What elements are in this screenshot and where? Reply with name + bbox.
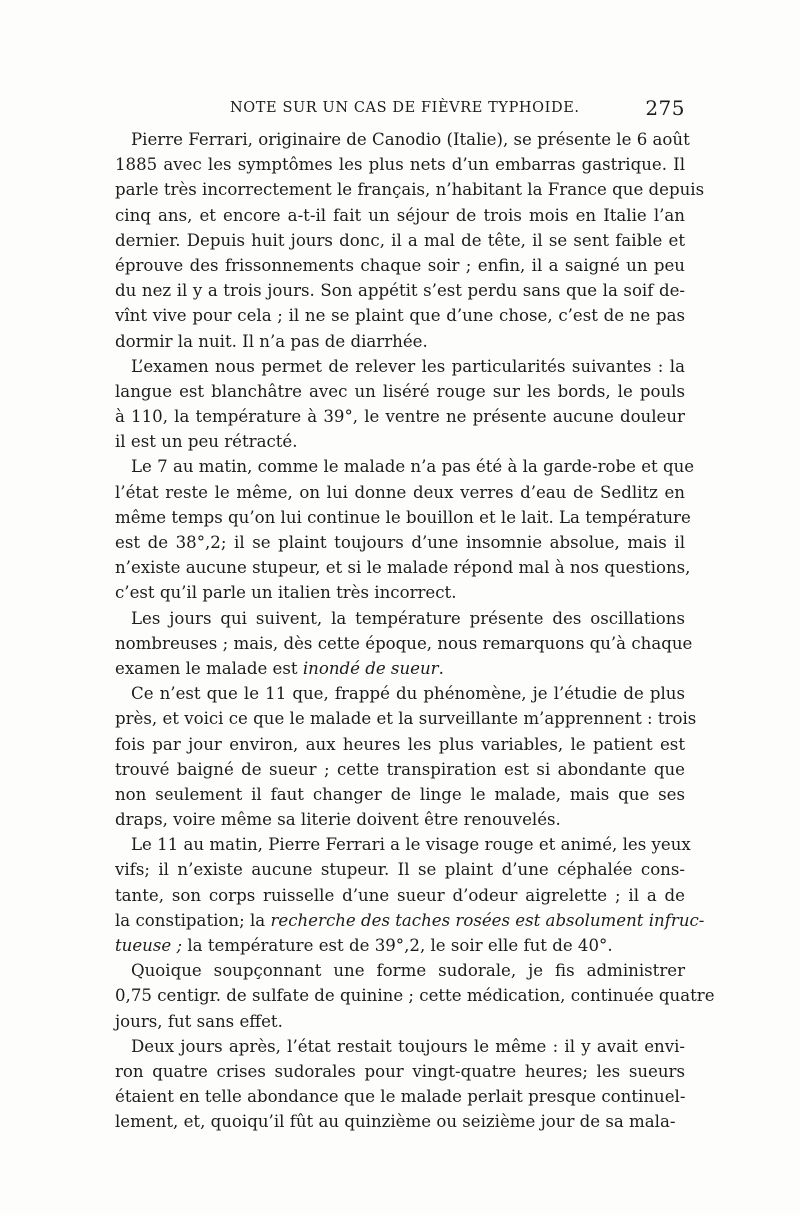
text-line bbox=[115, 152, 685, 177]
italic-text: inondé de sueur bbox=[302, 658, 439, 678]
text-line bbox=[115, 857, 685, 882]
text-segment: il est un peu rétracté. bbox=[115, 432, 298, 452]
text-line bbox=[115, 958, 685, 983]
text-segment: nombreuses ; mais, dès cette époque, nous remarquons qu’à chaque bbox=[115, 633, 693, 653]
paragraph bbox=[115, 1034, 685, 1135]
text-segment: du nez il y a trois jours. Son appétit s’est perdu sans que la soif de- bbox=[115, 281, 685, 301]
text-line bbox=[115, 606, 685, 631]
text-segment: la constipation; la bbox=[115, 910, 271, 930]
text-segment: examen le malade est bbox=[115, 658, 303, 678]
text-line bbox=[115, 555, 691, 580]
text-segment: près, et voici ce que le malade et la surveillante m’apprennent : trois bbox=[115, 709, 697, 729]
text-line bbox=[115, 454, 695, 479]
text-segment: 1885 avec les symptômes les plus nets d’un embarras gastrique. Il bbox=[115, 155, 685, 175]
page-number: 275 bbox=[645, 96, 685, 120]
text-line bbox=[115, 530, 685, 555]
text-line bbox=[115, 807, 685, 832]
text-line bbox=[115, 480, 685, 505]
text-segment: à 110, la température à 39°, le ventre ne présente aucune douleur bbox=[115, 407, 685, 427]
text-line bbox=[115, 253, 685, 278]
text-segment: vifs; il n’existe aucune stupeur. Il se plaint d’une céphalée cons- bbox=[115, 860, 685, 880]
text-line bbox=[115, 933, 685, 958]
text-line bbox=[115, 782, 685, 807]
paragraph bbox=[115, 958, 715, 1034]
text-line bbox=[115, 429, 685, 454]
text-segment: Pierre Ferrari, originaire de Canodio (Italie), se présente le 6 août bbox=[131, 130, 690, 149]
body-text bbox=[115, 127, 715, 1135]
italic-text: tueuse ; bbox=[115, 936, 183, 955]
text-segment: étaient en telle abondance que le malade perlait presque continuel- bbox=[115, 1087, 686, 1107]
text-line bbox=[115, 732, 685, 757]
text-line bbox=[115, 1059, 685, 1084]
text-line bbox=[115, 404, 685, 429]
text-line bbox=[115, 177, 705, 202]
text-segment: vînt vive pour cela ; il ne se plaint que d’une chose, c’est de ne pas bbox=[115, 306, 685, 326]
text-segment: L’examen nous permet de relever les particularités suivantes : la bbox=[131, 356, 685, 376]
text-line bbox=[115, 983, 715, 1008]
text-segment: trouvé baigné de sueur ; cette transpiration est si abondante que bbox=[115, 759, 685, 779]
text-line bbox=[115, 908, 705, 933]
text-segment: Le 11 au matin, Pierre Ferrari a le visage rouge et animé, les yeux bbox=[131, 835, 691, 855]
paragraph bbox=[115, 127, 705, 354]
text-segment: éprouve des frissonnements chaque soir ; enfin, il a saigné un peu bbox=[115, 255, 685, 275]
text-segment: c’est qu’il parle un italien très incorrect. bbox=[115, 583, 457, 603]
running-head bbox=[115, 96, 685, 122]
text-segment: est de 38°,2; il se plaint toujours d’une insomnie absolue, mais il bbox=[115, 533, 685, 552]
text-line bbox=[115, 656, 685, 681]
text-line bbox=[115, 379, 685, 404]
text-line bbox=[115, 354, 685, 379]
text-line bbox=[115, 706, 697, 731]
text-segment: . bbox=[438, 658, 444, 678]
text-line bbox=[115, 757, 685, 782]
text-segment: dernier. Depuis huit jours donc, il a mal de tête, il se sent faible et bbox=[115, 230, 685, 250]
text-segment: Le 7 au matin, comme le malade n’a pas été à la garde-robe et que bbox=[131, 457, 695, 477]
text-segment: Deux jours après, l’état restait toujours le même : il y avait envi- bbox=[131, 1036, 685, 1056]
text-line bbox=[115, 203, 685, 228]
text-segment: l’état reste le même, on lui donne deux verres d’eau de Sedlitz en bbox=[115, 482, 685, 502]
text-segment: même temps qu’on lui continue le bouillon et le lait. La température bbox=[115, 507, 691, 527]
text-segment: ron quatre crises sudorales pour vingt-quatre heures; les sueurs bbox=[115, 1061, 685, 1081]
text-segment: la température est de 39°,2, le soir elle fut de 40°. bbox=[182, 936, 613, 955]
text-line bbox=[115, 329, 685, 354]
text-segment: langue est blanchâtre avec un liséré rouge sur les bords, le pouls bbox=[115, 381, 685, 401]
running-title: NOTE SUR UN CAS DE FIÈVRE TYPHOIDE. bbox=[230, 100, 580, 116]
paragraph bbox=[115, 832, 705, 958]
paragraph bbox=[115, 606, 693, 682]
text-line bbox=[115, 127, 690, 152]
text-segment: Les jours qui suivent, la température présente des oscillations bbox=[131, 608, 685, 628]
text-segment: jours, fut sans effet. bbox=[115, 1011, 283, 1031]
text-line bbox=[115, 580, 685, 605]
text-segment: non seulement il faut changer de linge le malade, mais que ses bbox=[115, 784, 685, 804]
text-line bbox=[115, 278, 685, 303]
text-line bbox=[115, 228, 685, 253]
text-segment: fois par jour environ, aux heures les plus variables, le patient est bbox=[115, 734, 685, 754]
text-line bbox=[115, 303, 685, 328]
text-segment: tante, son corps ruisselle d’une sueur d’odeur aigrelette ; il a de bbox=[115, 885, 685, 905]
text-segment: parle très incorrectement le français, n’habitant la France que depuis bbox=[115, 180, 705, 200]
text-segment: dormir la nuit. Il n’a pas de diarrhée. bbox=[115, 331, 428, 351]
text-line bbox=[115, 883, 685, 908]
text-line bbox=[115, 1084, 685, 1109]
text-segment: 0,75 centigr. de sulfate de quinine ; cette médication, continuée quatre bbox=[115, 986, 715, 1006]
text-segment: Quoique soupçonnant une forme sudorale, je fis administrer bbox=[131, 961, 685, 981]
paragraph bbox=[115, 354, 685, 455]
text-segment: draps, voire même sa literie doivent être renouvelés. bbox=[115, 810, 561, 830]
text-line bbox=[115, 1009, 685, 1034]
italic-text: recherche des taches rosées est absolument infruc- bbox=[270, 910, 705, 930]
text-segment: lement, et, quoiqu’il fût au quinzième ou seizième jour de sa mala- bbox=[115, 1112, 676, 1132]
paragraph bbox=[115, 454, 695, 605]
text-segment: n’existe aucune stupeur, et si le malade répond mal à nos questions, bbox=[115, 558, 691, 578]
text-line bbox=[115, 1034, 685, 1059]
text-line bbox=[115, 631, 693, 656]
text-line bbox=[115, 505, 691, 530]
text-line bbox=[115, 1109, 685, 1134]
text-line bbox=[115, 832, 691, 857]
paragraph bbox=[115, 681, 697, 832]
text-line bbox=[115, 681, 685, 706]
text-segment: cinq ans, et encore a-t-il fait un séjour de trois mois en Italie l’an bbox=[115, 205, 685, 225]
text-segment: Ce n’est que le 11 que, frappé du phénomène, je l’étudie de plus bbox=[131, 684, 685, 704]
